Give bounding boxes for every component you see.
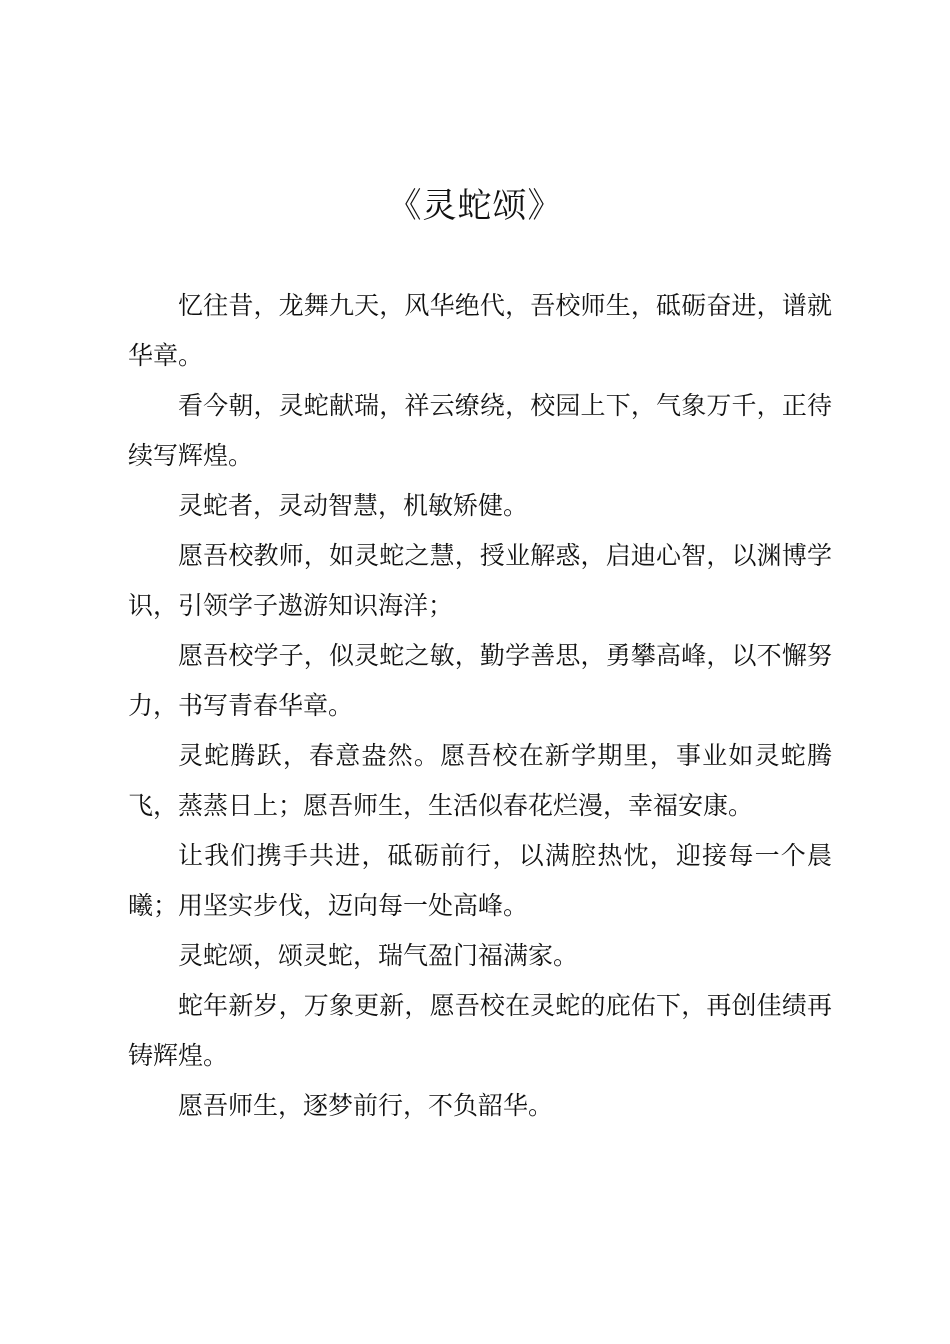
paragraph-6: 灵蛇腾跃，春意盎然。愿吾校在新学期里，事业如灵蛇腾飞，蒸蒸日上；愿吾师生，生活似春花烂漫，幸福安康。	[128, 741, 832, 820]
paragraph-10: 愿吾师生，逐梦前行，不负韶华。	[178, 1091, 554, 1120]
paragraph-8: 灵蛇颂，颂灵蛇，瑞气盈门福满家。	[178, 941, 579, 970]
page-title: 《灵蛇颂》	[387, 186, 563, 226]
document-body	[128, 281, 832, 1131]
paragraph-2: 看今朝，灵蛇献瑞，祥云缭绕，校园上下，气象万千，正待续写辉煌。	[128, 391, 832, 470]
paragraph-3: 灵蛇者，灵动智慧，机敏矫健。	[178, 491, 529, 520]
paragraph-7: 让我们携手共进，砥砺前行，以满腔热忱，迎接每一个晨曦；用坚实步伐，迈向每一处高峰。	[128, 841, 832, 920]
paragraph-1: 忆往昔，龙舞九天，风华绝代，吾校师生，砥砺奋进，谱就华章。	[128, 291, 832, 370]
paragraph-5: 愿吾校学子，似灵蛇之敏，勤学善思，勇攀高峰，以不懈努力，书写青春华章。	[128, 641, 832, 720]
paragraph-4: 愿吾校教师，如灵蛇之慧，授业解惑，启迪心智，以渊博学识，引领学子遨游知识海洋；	[128, 541, 832, 620]
paragraph-9: 蛇年新岁，万象更新，愿吾校在灵蛇的庇佑下，再创佳绩再铸辉煌。	[128, 991, 832, 1070]
